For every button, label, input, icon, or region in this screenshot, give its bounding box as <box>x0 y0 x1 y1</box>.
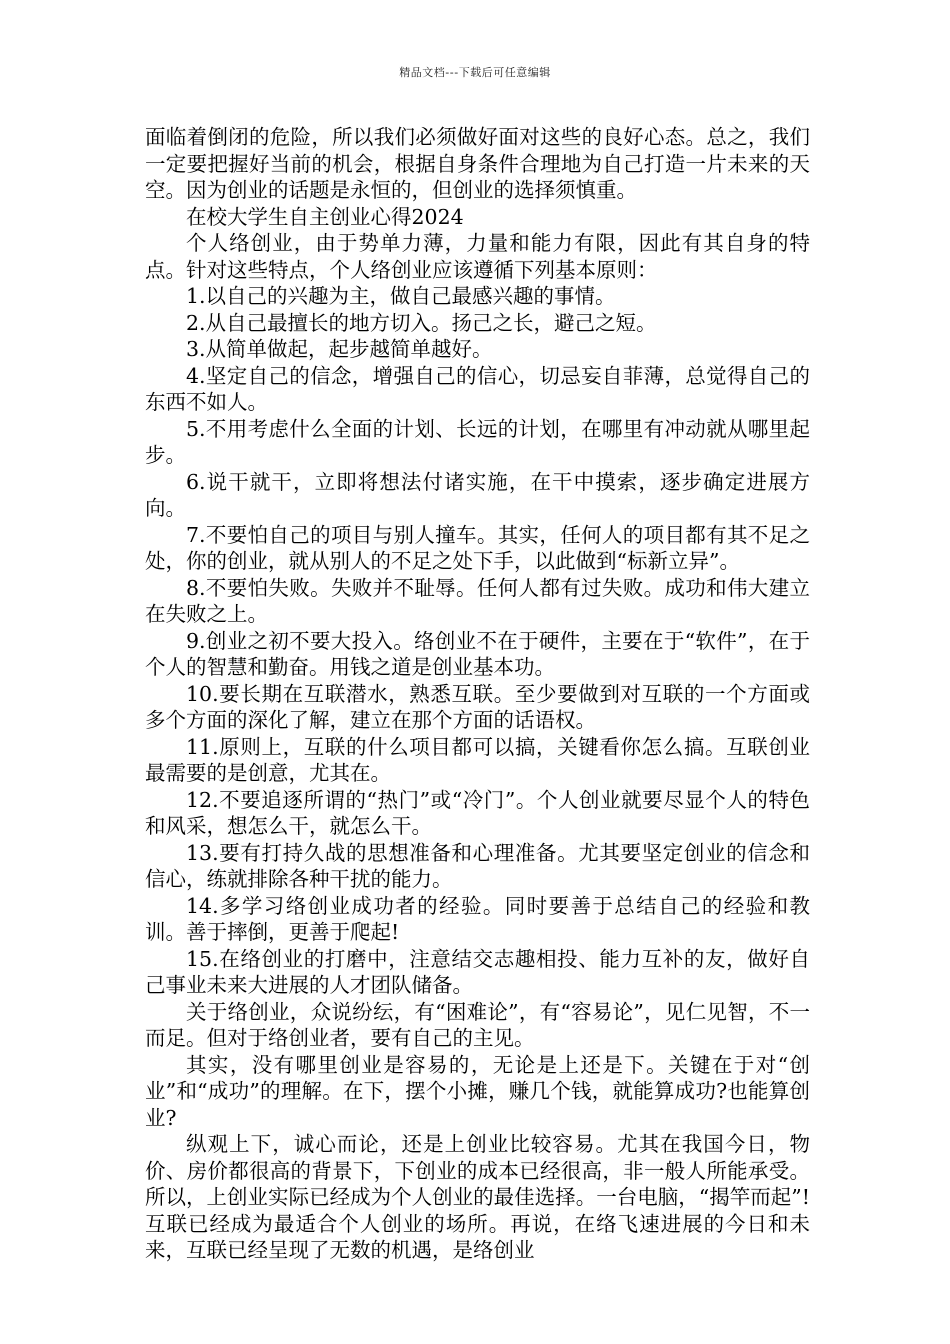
list-item: 8.不要怕失败。失败并不耻辱。任何人都有过失败。成功和伟大建立在失败之上。 <box>145 575 810 626</box>
page-header: 精品文档---下载后可任意编辑 <box>399 66 551 79</box>
list-item: 10.要长期在互联潜水，熟悉互联。至少要做到对互联的一个方面或多个方面的深化了解，建立在那个方面的话语权。 <box>145 681 810 732</box>
list-item: 11.原则上，互联的什么项目都可以搞，关键看你怎么搞。互联创业最需要的是创意，尤其在。 <box>145 734 810 785</box>
paragraph: 其实，没有哪里创业是容易的，无论是上还是下。关键在于对“创业”和“成功”的理解。在下，摆个小摊，赚几个钱，就能算成功?也能算创业? <box>145 1052 810 1130</box>
list-item: 1.以自己的兴趣为主，做自己最感兴趣的事情。 <box>186 284 616 308</box>
section-heading: 在校大学生自主创业心得2024 <box>186 204 464 229</box>
list-item: 6.说干就干，立即将想法付诸实施，在干中摸索，逐步确定进展方向。 <box>145 469 810 520</box>
list-item: 4.坚定自己的信念，增强自己的信心，切忌妄自菲薄，总觉得自己的东西不如人。 <box>145 363 810 414</box>
paragraph: 关于络创业，众说纷纭，有“困难论”，有“容易论”，见仁见智，不一而足。但对于络创业者，要有自己的主见。 <box>145 999 810 1050</box>
list-item: 5.不用考虑什么全面的计划、长远的计划，在哪里有冲动就从哪里起步。 <box>145 416 810 467</box>
list-item: 14.多学习络创业成功者的经验。同时要善于总结自己的经验和教训。善于摔倒，更善于爬起! <box>145 893 810 944</box>
list-item: 12.不要追逐所谓的“热门”或“冷门”。个人创业就要尽显个人的特色和风采，想怎么干，就怎么干。 <box>145 787 810 838</box>
list-item: 3.从简单做起，起步越简单越好。 <box>186 337 493 361</box>
paragraph: 个人络创业，由于势单力薄，力量和能力有限，因此有其自身的特点。针对这些特点，个人络创业应该遵循下列基本原则： <box>145 231 810 282</box>
list-item: 9.创业之初不要大投入。络创业不在于硬件，主要在于“软件”，在于个人的智慧和勤奋。用钱之道是创业基本功。 <box>145 628 810 679</box>
list-item: 13.要有打持久战的思想准备和心理准备。尤其要坚定创业的信念和信心，练就排除各种干扰的能力。 <box>145 840 810 891</box>
list-item: 7.不要怕自己的项目与别人撞车。其实，任何人的项目都有其不足之处，你的创业，就从别人的不足之处下手，以此做到“标新立异”。 <box>145 522 810 573</box>
paragraph: 纵观上下，诚心而论，还是上创业比较容易。尤其在我国今日，物价、房价都很高的背景下，下创业的成本已经很高，非一般人所能承受。所以，上创业实际已经成为个人创业的最佳选择。一台电脑，“揭竿而起”!互联已经成为最适合个人创业的场所。再说，在络飞速进展的今日和未来，互联已经呈现了无数的机遇，是络创业 <box>145 1132 810 1262</box>
paragraph-intro: 面临着倒闭的危险，所以我们必须做好面对这些的良好心态。总之，我们一定要把握好当前的机会，根据自身条件合理地为自己打造一片未来的天空。因为创业的话题是永恒的，但创业的选择须慎重。 <box>145 125 810 202</box>
list-item: 2.从自己最擅长的地方切入。扬己之长，避己之短。 <box>186 310 657 335</box>
list-item: 15.在络创业的打磨中，注意结交志趣相投、能力互补的友，做好自己事业未来大进展的人才团队储备。 <box>145 946 810 997</box>
document-body <box>145 124 810 1264</box>
